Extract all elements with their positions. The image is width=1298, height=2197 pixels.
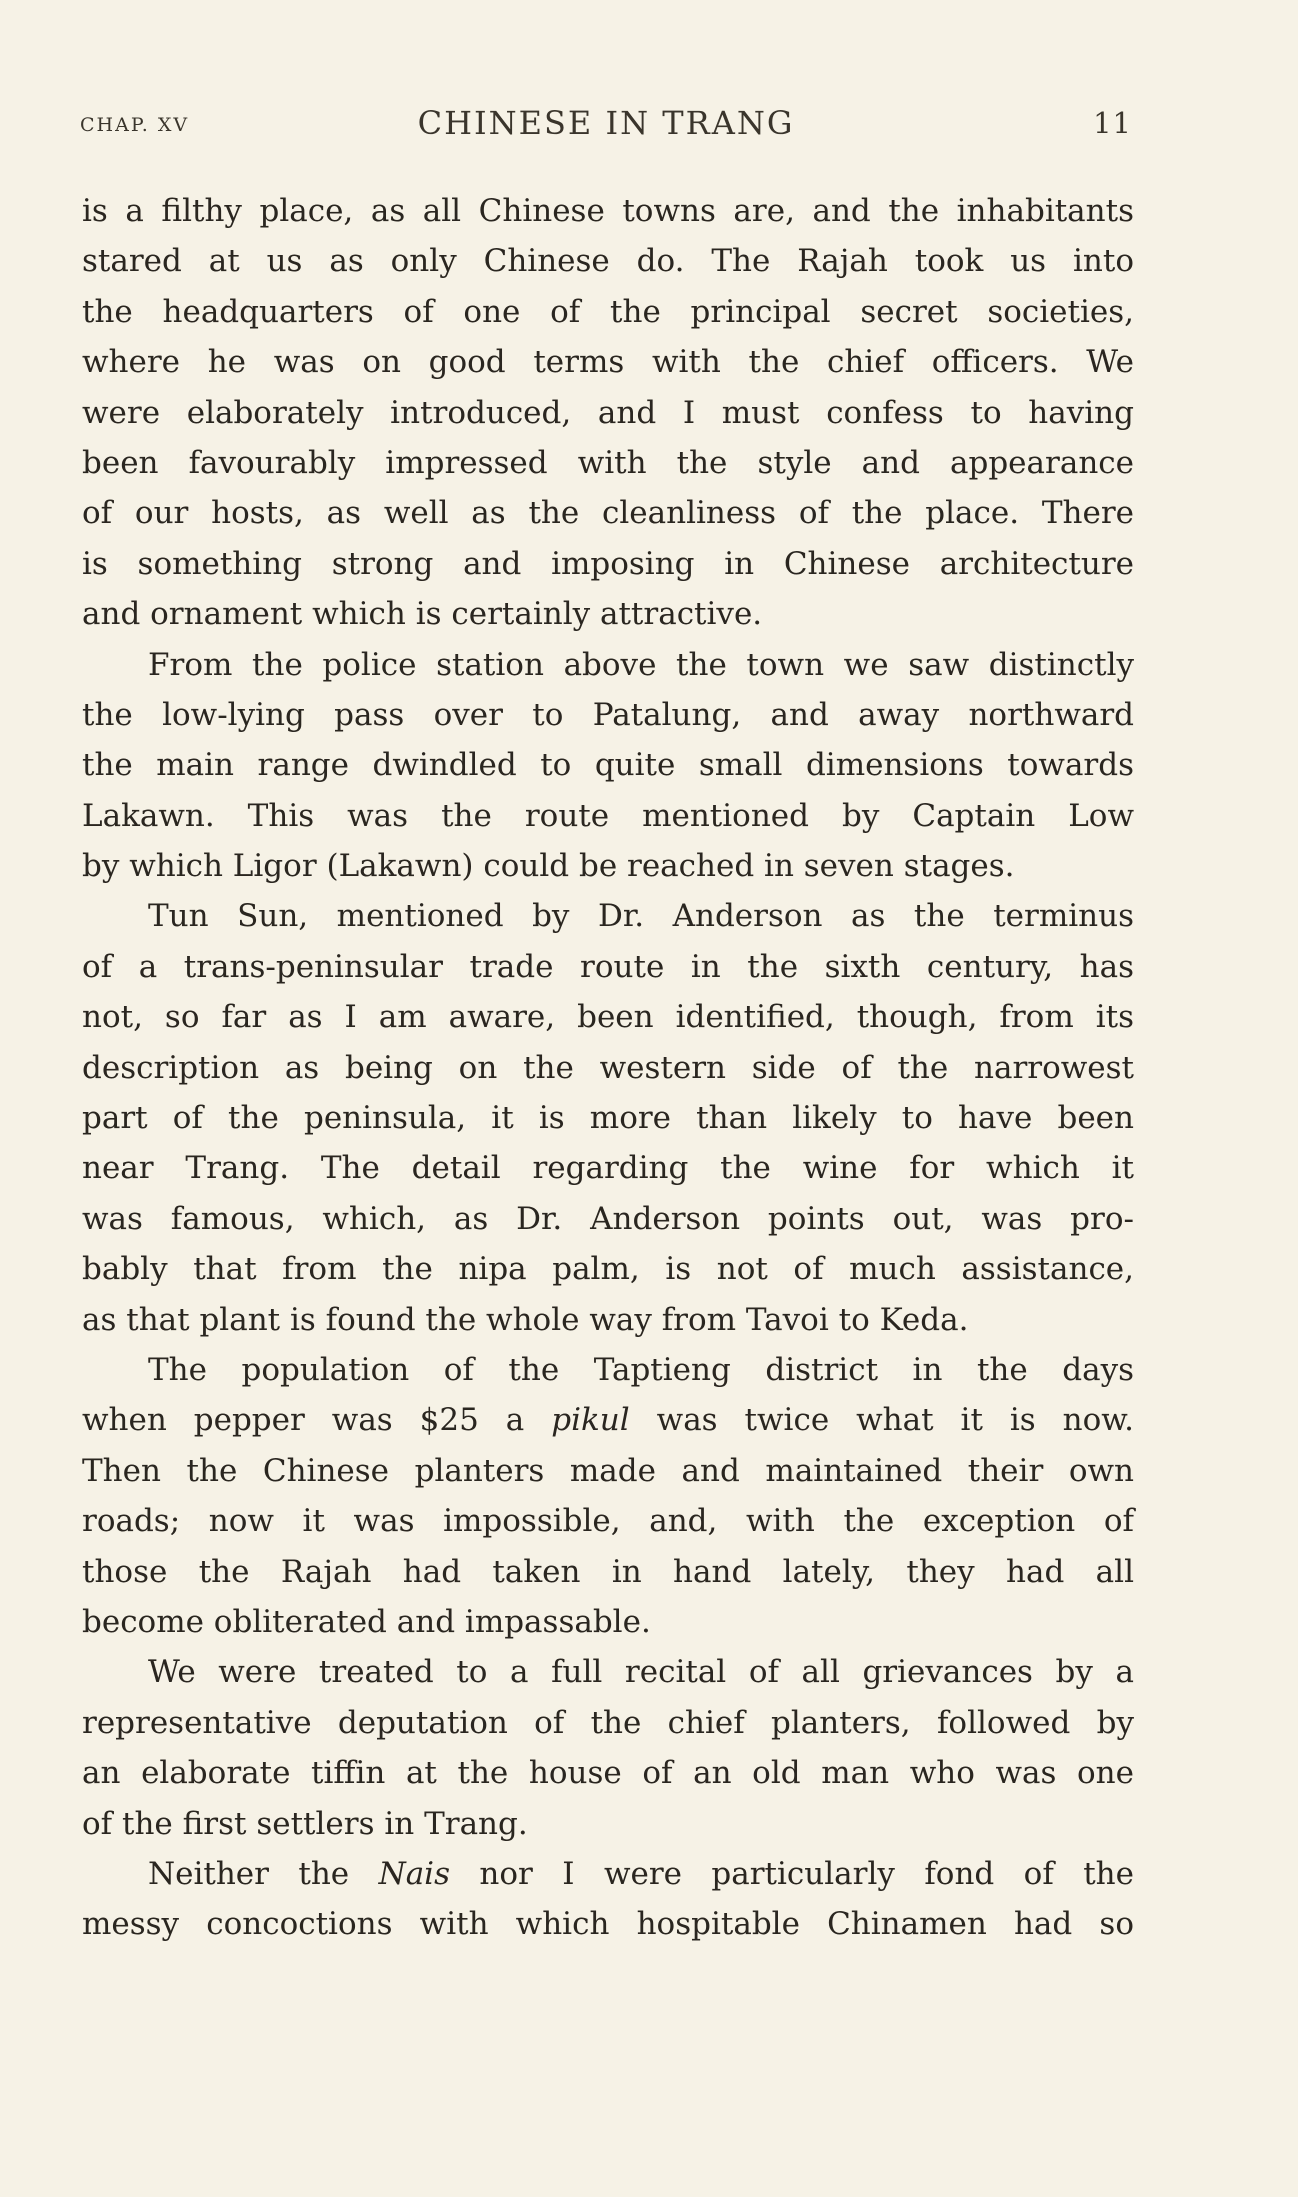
text-line: We were treated to a full recital of all grievances by a [148,1654,1134,1691]
text-line: The population of the Taptieng district in the days [148,1351,1134,1388]
text-line: been favourably impressed with the style and appearance [82,444,1134,481]
text-run: when pepper was $25 a [82,1402,552,1439]
text-line: not, so far as I am aware, been identified, though, from its [82,999,1134,1036]
text-line: by which Ligor (Lakawn) could be reached in seven stages. [82,848,1015,885]
text-line: and ornament which is certainly attractive. [82,596,763,633]
text-line: of our hosts, as well as the cleanliness of the place. There [82,495,1134,532]
text-line: of the first settlers in Trang. [82,1805,528,1842]
text-line [82,1395,1134,1445]
text-line: was famous, which, as Dr. Anderson points out, was pro- [82,1200,1134,1237]
page-number: 11 [1093,106,1132,140]
text-line: is something strong and imposing in Chinese architecture [82,545,1134,582]
text-line: messy concoctions with which hospitable Chinamen had so [82,1906,1134,1943]
text-line: of a trans-peninsular trade route in the sixth century, has [82,948,1134,985]
text-line: near Trang. The detail regarding the wine for which it [82,1150,1134,1187]
text-line: Tun Sun, mentioned by Dr. Anderson as the terminus [148,898,1134,935]
text-line: those the Rajah had taken in hand lately, they had all [82,1553,1134,1590]
text-line: as that plant is found the whole way from Tavoi to Keda. [82,1301,969,1338]
text-run: Neither the [148,1855,379,1892]
text-line: an elaborate tiffin at the house of an old man who was one [82,1755,1134,1792]
text-line: the headquarters of one of the principal secret societies, [82,293,1134,330]
text-run: was twice what it is now. [629,1402,1135,1439]
text-line: representative deputation of the chief planters, followed by [82,1704,1134,1741]
text-line: Lakawn. This was the route mentioned by Captain Low [82,797,1134,834]
chapter-title: CHINESE IN TRANG [417,104,795,142]
italic-term-nais: Nais [378,1855,451,1892]
text-line [82,1849,1134,1899]
running-head [80,104,1132,148]
italic-term-pikul: pikul [551,1402,630,1439]
text-line: the main range dwindled to quite small dimensions towards [82,747,1134,784]
text-line: part of the peninsula, it is more than likely to have been [82,1100,1134,1137]
text-line: where he was on good terms with the chief officers. We [82,344,1134,381]
text-line: the low-lying pass over to Patalung, and away northward [82,696,1134,733]
text-line: bably that from the nipa palm, is not of much assistance, [82,1251,1134,1288]
text-line: is a filthy place, as all Chinese towns are, and the inhabitants [82,193,1134,229]
text-line: From the police station above the town we saw distinctly [148,646,1134,683]
text-run: nor I were particularly fond of the [450,1855,1134,1892]
text-line: were elaborately introduced, and I must confess to having [82,394,1134,431]
chapter-label: CHAP. XV [80,114,190,136]
text-line: Then the Chinese planters made and maintained their own [82,1452,1134,1489]
text-line: become obliterated and impassable. [82,1603,651,1640]
text-line: description as being on the western side of the narrowest [82,1049,1134,1086]
text-line: roads; now it was impossible, and, with the exception of [82,1503,1134,1540]
body-text [82,186,1134,1950]
text-line: stared at us as only Chinese do. The Rajah took us into [82,243,1134,280]
